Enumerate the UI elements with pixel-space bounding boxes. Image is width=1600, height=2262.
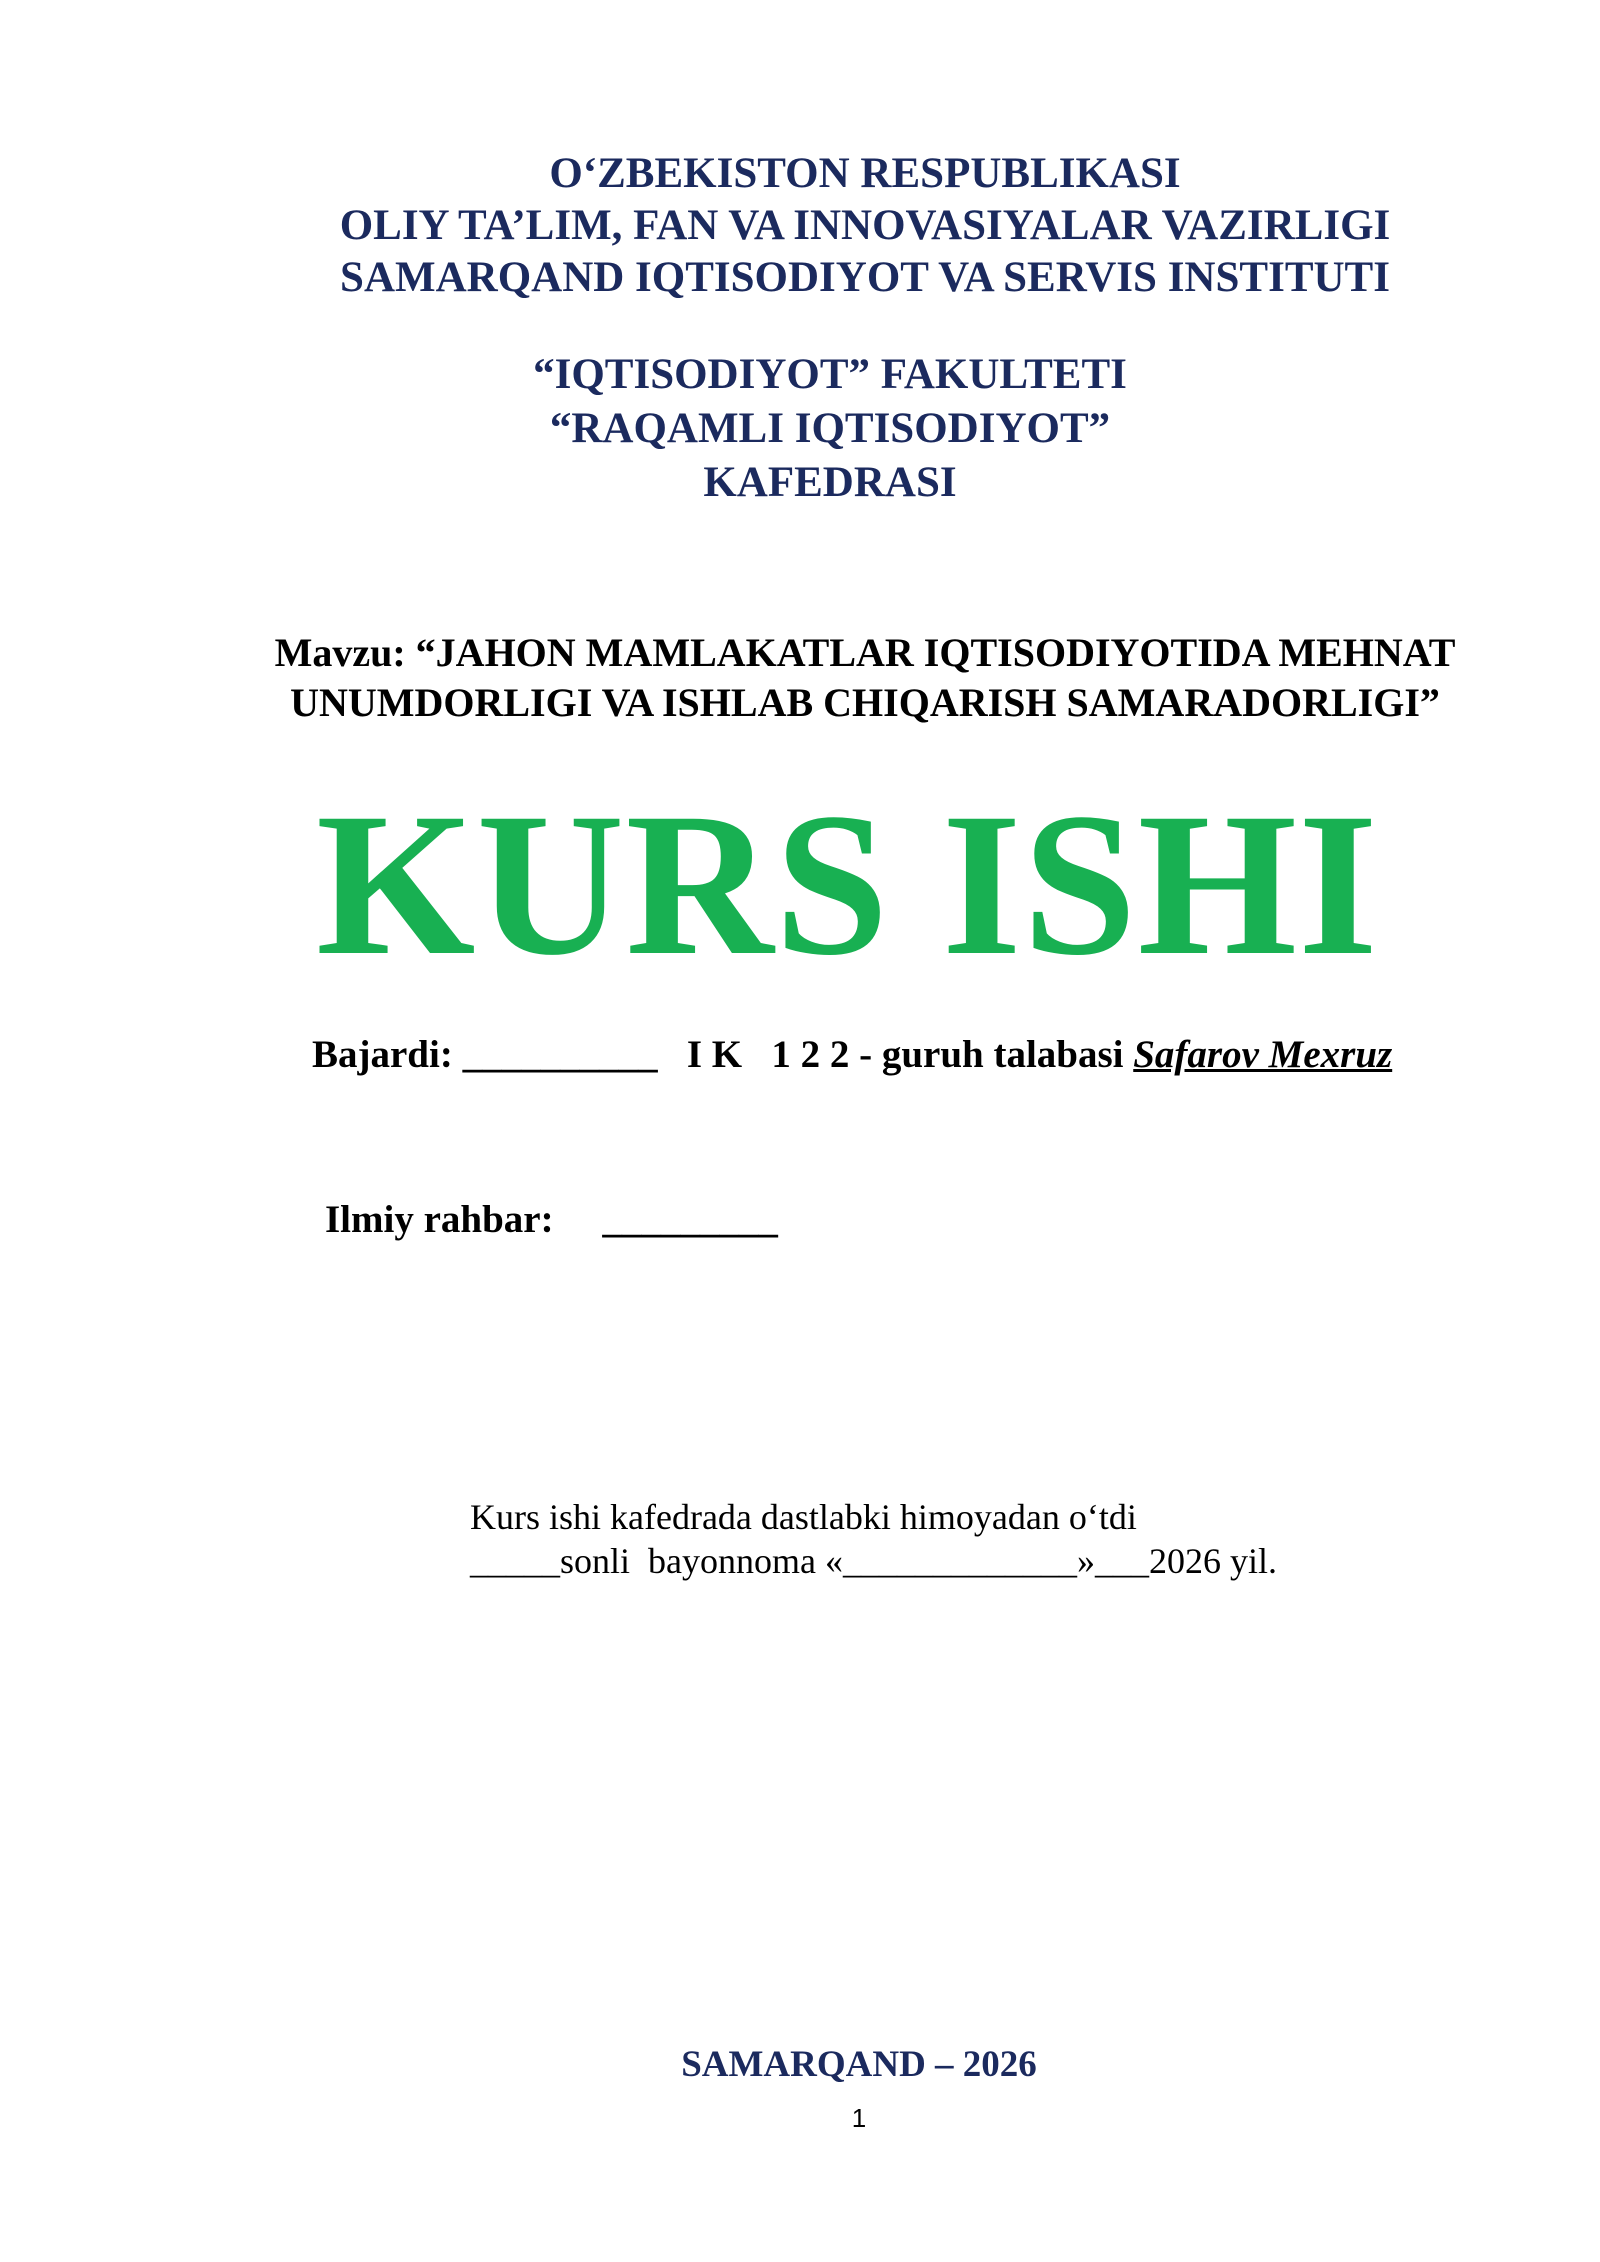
defense-line-1: Kurs ishi kafedrada dastlabki himoyadan o‘tdi <box>470 1497 1137 1537</box>
defense-line-2 <box>470 1539 1277 1583</box>
ministry-line-3: SAMARQAND IQTISODIYOT VA SERVIS INSTITUTI <box>340 254 1390 301</box>
performer-blank: __________ <box>462 1033 658 1076</box>
protocol-day-blank: ___ <box>1094 1541 1149 1581</box>
faculty-line-3: KAFEDRASI <box>703 459 957 506</box>
supervisor-line <box>325 1195 778 1245</box>
footer-city-year: SAMARQAND – 2026 <box>681 2044 1037 2085</box>
ministry-line-1: O‘ZBEKISTON RESPUBLIKASI <box>549 150 1181 197</box>
document-title: KURS ISHI <box>316 771 1379 998</box>
protocol-label: sonli bayonnoma « <box>560 1541 843 1581</box>
faculty-line-2: “RAQAMLI IQTISODIYOT” <box>549 405 1111 452</box>
performer-name: Safarov Mexruz <box>1133 1033 1393 1076</box>
protocol-close-quote: » <box>1076 1541 1095 1581</box>
performer-line <box>312 1030 1392 1080</box>
topic-line-2: UNUMDORLIGI VA ISHLAB CHIQARISH SAMARADORLIGI” <box>290 680 1440 725</box>
protocol-year: 2026 yil. <box>1148 1541 1277 1581</box>
protocol-number-blank: _____ <box>470 1541 560 1581</box>
performer-group: I K 1 2 2 - guruh talabasi <box>686 1033 1124 1076</box>
ministry-line-2: OLIY TA’LIM, FAN VA INNOVASIYALAR VAZIRLIGI <box>339 202 1391 249</box>
performer-label: Bajardi: <box>312 1033 453 1076</box>
faculty-line-1: “IQTISODIYOT” FAKULTETI <box>533 351 1127 398</box>
protocol-date-blank: _____________ <box>842 1541 1077 1581</box>
topic <box>0 628 1600 728</box>
supervisor-label: Ilmiy rahbar: <box>325 1198 554 1241</box>
supervisor-blank: _________ <box>602 1198 778 1241</box>
faculty-header <box>0 348 1600 510</box>
page-number: 1 <box>851 2103 867 2133</box>
defense-note <box>470 1495 1277 1583</box>
topic-line-1: Mavzu: “JAHON MAMLAKATLAR IQTISODIYOTIDA MEHNAT <box>274 630 1456 675</box>
ministry-header <box>0 148 1600 304</box>
